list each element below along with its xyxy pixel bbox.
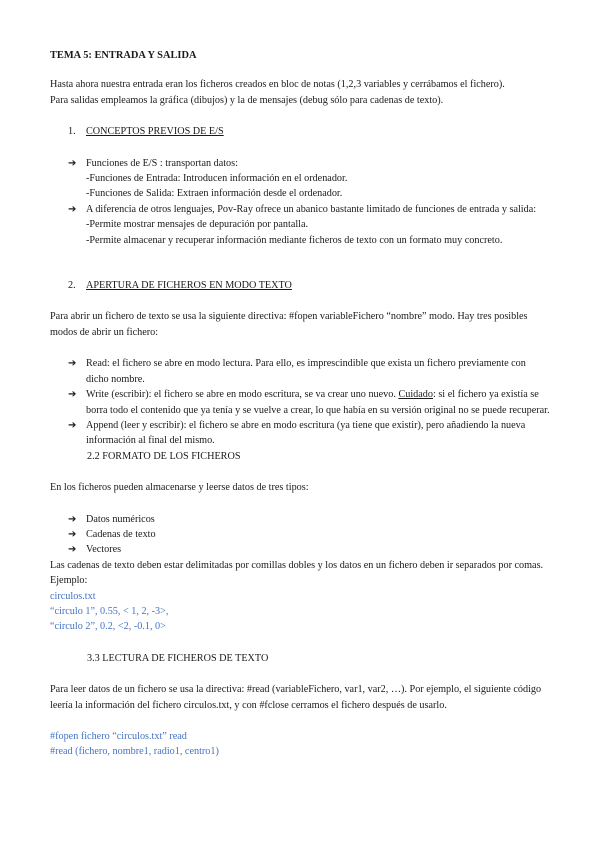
formats-note: Las cadenas de texto deben estar delimitadas por comillas dobles y los datos en un fichero deben ir separados por comas. Ejemplo: <box>50 559 544 587</box>
mode-write-text: Write (escribir): el fichero se abre en modo escritura, se va crear uno nuevo. <box>86 389 399 401</box>
document-page <box>50 48 550 760</box>
right-arrow-icon: ➔ <box>68 419 77 431</box>
list-line: A diferencia de otros lenguajes, Pov-Ray ofrece un abanico bastante limitado de funciones de entrada y salida: <box>86 203 537 215</box>
list-item <box>68 356 550 387</box>
subsection-heading: 2.2 FORMATO DE LOS FICHEROS <box>87 450 241 462</box>
list-line: -Permite almacenar y recuperar información mediante ficheros de texto con un formato muy concreto. <box>86 234 503 246</box>
right-arrow-icon: ➔ <box>68 544 77 556</box>
document-title: TEMA 5: ENTRADA Y SALIDA <box>50 50 197 61</box>
right-arrow-icon: ➔ <box>68 203 77 215</box>
formats-intro: En los ficheros pueden almacenarse y leerse datos de tres tipos: <box>50 482 309 494</box>
list-item <box>68 156 550 202</box>
list-item <box>68 512 550 527</box>
modes-list <box>68 356 550 448</box>
list-item <box>68 202 550 248</box>
concepts-list <box>68 156 550 248</box>
right-arrow-icon: ➔ <box>68 513 77 525</box>
list-line: -Funciones de Entrada: Introducen información en el ordenador. <box>86 173 348 185</box>
section-number: 1. <box>68 126 76 138</box>
section-title: CONCEPTOS PREVIOS DE E/S <box>86 126 224 138</box>
types-list <box>68 512 550 558</box>
mode-write <box>86 387 550 418</box>
example-block <box>50 558 550 635</box>
mode-read: Read: el fichero se abre en modo lectura. Para ello, es imprescindible que exista un fichero previamente con dicho nombre. <box>86 358 526 385</box>
code-line: #read (fichero, nombre1, radio1, centro1) <box>50 746 219 758</box>
right-arrow-icon: ➔ <box>68 389 77 401</box>
type-label: Cadenas de texto <box>86 528 156 540</box>
section-number: 2. <box>68 280 76 292</box>
right-arrow-icon: ➔ <box>68 358 77 370</box>
list-line: -Permite mostrar mensajes de depuración por pantalla. <box>86 219 309 231</box>
mode-write-text: : si el fichero ya existía se borra todo el contenido que ya tenía y se vuelve a crear, lo que había en su versión original no se puede recuperar. <box>86 389 550 416</box>
list-item <box>68 542 550 557</box>
example-line: “circulo 2”, 0.2, <2, -0.1, 0> <box>50 621 166 633</box>
intro-line: Hasta ahora nuestra entrada eran los ficheros creados en bloc de notas (1,2,3 variables y cerrábamos el fichero). <box>50 79 505 91</box>
section-heading-1 <box>68 124 550 139</box>
list-line: Funciones de E/S : transportan datos: <box>86 157 238 169</box>
list-item <box>68 418 550 449</box>
list-item <box>68 387 550 418</box>
list-item <box>68 527 550 542</box>
section-heading-2 <box>68 278 550 293</box>
warning-text: Cuidado <box>398 389 433 401</box>
example-line: “circulo 1”, 0.55, < 1, 2, -3>, <box>50 605 169 617</box>
list-line: -Funciones de Salida: Extraen información desde el ordenador. <box>86 188 343 200</box>
right-arrow-icon: ➔ <box>68 157 77 169</box>
type-label: Vectores <box>86 544 122 556</box>
right-arrow-icon: ➔ <box>68 528 77 540</box>
subsection-heading: 3.3 LECTURA DE FICHEROS DE TEXTO <box>87 652 269 664</box>
type-label: Datos numéricos <box>86 513 155 525</box>
section-title: APERTURA DE FICHEROS EN MODO TEXTO <box>86 280 292 292</box>
example-line: circulos.txt <box>50 590 96 602</box>
intro-line: Para salidas empleamos la gráfica (dibujos) y la de mensajes (debug sólo para cadenas de texto). <box>50 94 444 106</box>
mode-append: Append (leer y escribir): el fichero se abre en modo escritura (ya tiene que existir), pero añadiendo la nueva información al final del mismo. <box>86 419 526 447</box>
read-intro: Para leer datos de un fichero se usa la directiva: #read (variableFichero, var1, var2, …). Por ejemplo, el siguiente código leería la información del fichero circulos.txt, y con #fclose cerramos el fichero después de usarlo. <box>50 684 542 711</box>
code-block <box>50 729 550 760</box>
section2-intro: Para abrir un fichero de texto se usa la siguiente directiva: #fopen variableFichero “nombre” modo. Hay tres posibles modos de abrir un fichero: <box>50 311 528 338</box>
code-line: #fopen fichero “circulos.txt” read <box>50 731 187 742</box>
intro-paragraph <box>50 77 550 108</box>
